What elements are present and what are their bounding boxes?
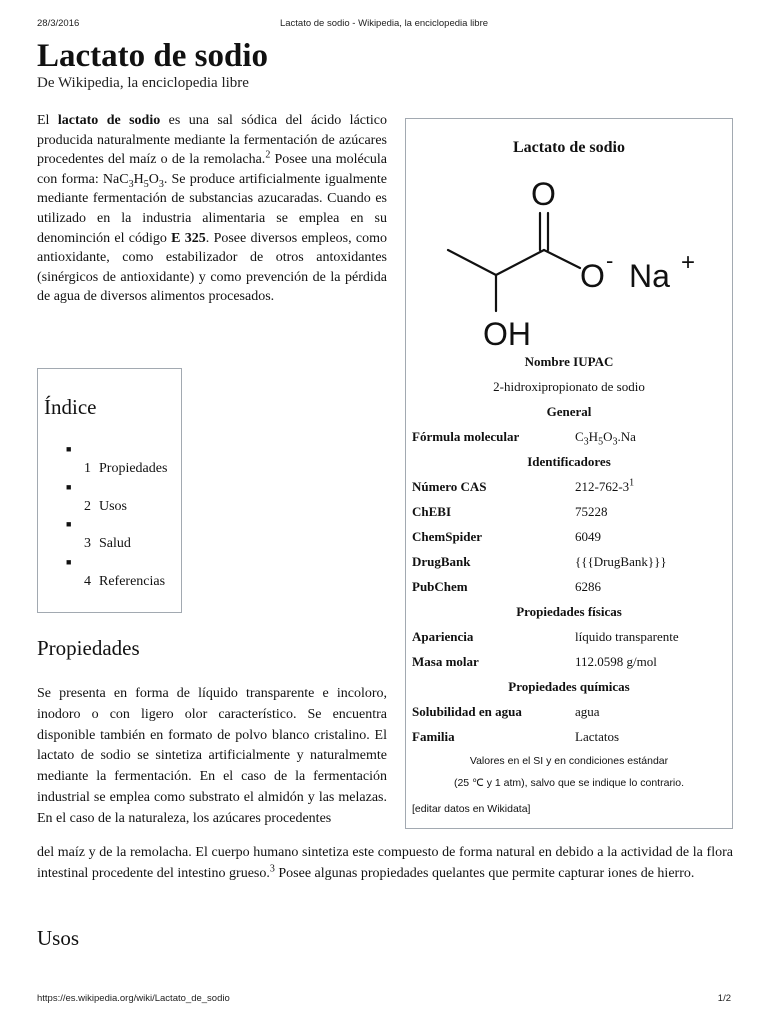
bullet-icon: ■ (66, 556, 72, 567)
property-value: agua (575, 704, 600, 719)
identifier-value[interactable]: {{{DrugBank}}} (575, 554, 667, 569)
property-label: Apariencia (412, 629, 474, 644)
toc-label[interactable]: Salud (99, 536, 131, 551)
formula-label: Fórmula molecular (412, 429, 520, 444)
property-label: Familia (412, 729, 455, 744)
fisicas-header: Propiedades físicas (516, 604, 622, 619)
toc-number: 1 (84, 461, 91, 476)
quimicas-header: Propiedades químicas (508, 679, 630, 694)
toc-label[interactable]: Propiedades (99, 461, 168, 476)
bold-term: lactato de sodio (57, 113, 161, 128)
iupac-header: Nombre IUPAC (524, 354, 614, 369)
infobox-note: Valores en el SI y en condiciones estándar (469, 755, 669, 767)
bullet-icon: ■ (66, 519, 72, 529)
infobox-note: (25 ℃ y 1 atm), salvo que se indique lo contrario. (453, 777, 685, 789)
print-url: https://es.wikipedia.org/wiki/Lactato_de_sodio (37, 993, 230, 1004)
hydroxyl-label: OH (483, 316, 531, 352)
reference-link[interactable]: 1 (629, 477, 635, 489)
reference-link[interactable]: 3 (269, 863, 275, 875)
identificadores-header: Identificadores (527, 454, 611, 469)
formula-value: $C_3H_5O_3.Na$ (575, 429, 636, 448)
identifier-value[interactable]: 75228 (575, 504, 608, 519)
intro-paragraph: El lactato de sodio es una sal sódica del ácido láctico producida naturalmente mediante la fermentación de azúcares procedentes del maíz o de la remolacha.$^2$ Posee una molécula con forma: $NaC_3H_5O_3$. Se produce artificialmente igualmente mediante fermentación de substancias azucaradas. Cuando es utilizado en la industria alimentaria se emplea en su denominción el código E 325. Posee diversos empleos, como antioxidante, como estabilizador de otros antoxidantes (sinérgicos de antioxidante) y como prevención de la pérdida de agua de diversos alimentos procesados. (37, 113, 388, 305)
identifier-label: ChemSpider (412, 529, 483, 544)
bullet-icon: ■ (66, 444, 72, 454)
section-heading-usos: Usos (37, 926, 80, 950)
toc-title: Índice (44, 395, 97, 419)
identifier-label: Número CAS (412, 479, 487, 494)
structure-bond (448, 250, 496, 275)
e-code: E 325 (171, 230, 206, 246)
toc-number: 3 (84, 536, 91, 551)
sodium-label: Na (629, 258, 670, 294)
property-value: 112.0598 g/mol (575, 654, 657, 669)
plus-charge: + (681, 249, 696, 276)
minus-charge: - (606, 248, 614, 273)
property-label: Masa molar (412, 654, 479, 669)
general-header: General (546, 404, 592, 419)
infobox-title: Lactato de sodio (513, 139, 625, 156)
structure-bond (544, 250, 580, 268)
identifier-value[interactable]: $212-762-3^1$ (575, 477, 635, 494)
print-date: 28/3/2016 (37, 18, 80, 29)
table-of-contents (37, 368, 182, 613)
toc-label[interactable]: Referencias (99, 573, 166, 589)
print-page-number: 1/2 (717, 993, 731, 1004)
propiedades-paragraph: Se presenta en forma de líquido transparente e incoloro, inodoro o con ligero olor característico. Se encuentra disponible también en formato de polvo blanco cristalino. El lactato de sodio se sintetiza artificialmente y naturalmemte mediante la fermentación. En el caso de la fermentación industrial se emplea como substrato el almidón y las melazas. En el caso de la naturaleza, los azúcares procedentes (37, 686, 387, 826)
section-heading-propiedades: Propiedades (37, 636, 140, 660)
property-value: líquido transparente (575, 629, 679, 644)
identifier-label: ChEBI (412, 504, 452, 519)
reference-link[interactable]: 2 (265, 149, 271, 161)
identifier-value[interactable]: 6286 (575, 579, 601, 594)
toc-label[interactable]: Usos (99, 498, 128, 514)
propiedades-paragraph-continued: del maíz y de la remolacha. El cuerpo humano sintetiza este compuesto de forma natural en debido a la actividad de la flora intestinal procedente del intestino grueso.$^3$ Posee algunas propiedades quelantes que permite capturar iones de hierro. (37, 845, 733, 881)
structure-bond (496, 250, 544, 275)
identifier-label: PubChem (412, 579, 468, 594)
property-value[interactable]: Lactatos (575, 729, 620, 744)
print-page-title: Lactato de sodio - Wikipedia, la enciclopedia libre (279, 18, 489, 29)
toc-number: 4 (84, 573, 91, 589)
oxygen-label: O (531, 176, 556, 212)
identifier-value[interactable]: 6049 (575, 529, 601, 544)
oxide-label: O (580, 258, 605, 294)
toc-number: 2 (84, 498, 91, 514)
article-title: Lactato de sodio (37, 38, 268, 74)
article-subtitle: De Wikipedia, la enciclopedia libre (37, 75, 249, 91)
bullet-icon: ■ (66, 481, 72, 492)
chemical-structure-image (444, 173, 704, 353)
infobox (405, 118, 733, 829)
iupac-value: 2-hidroxipropionato de sodio (493, 379, 645, 394)
wikidata-edit-link[interactable]: [editar datos en Wikidata] (412, 803, 531, 815)
identifier-label: DrugBank (412, 554, 471, 569)
property-label: Solubilidad en agua (412, 704, 522, 719)
